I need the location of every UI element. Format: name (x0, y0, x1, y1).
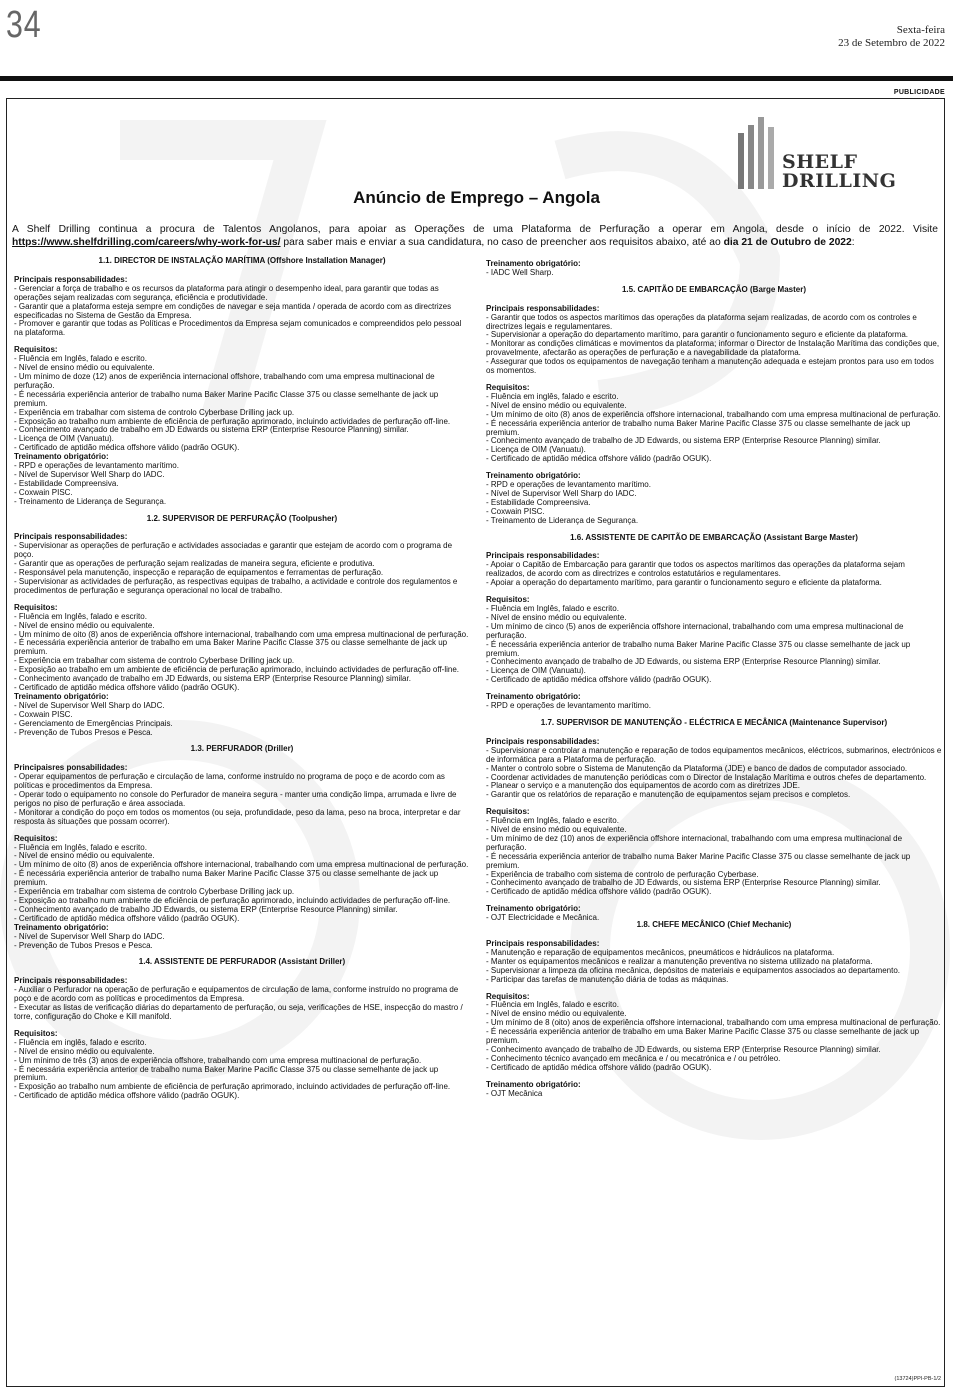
bullet-line: - IADC Well Sharp. (486, 267, 554, 277)
bullet-line: - Nível de Supervisor Well Sharp do IADC. (14, 700, 165, 710)
bullet-line: - Nível de ensino médio ou equivalente. (14, 1046, 155, 1056)
bullet-line: - Treinamento de Liderança de Segurança. (486, 515, 639, 525)
bullet-line: - Licença de OIM (Vanuatu). (486, 445, 586, 455)
bullet-line: - Certificado de aptidão médica offshore válido (padrão OGUK). (486, 675, 712, 685)
intro-text-2: para saber mais e enviar a sua candidatura, no caso de preencher aos requisitos abaixo, até ao (280, 236, 724, 248)
bullet-line: - RPD e operações de levantamento marítimo. (486, 701, 651, 711)
bullet-line: - É necessária experiência anterior de trabalho numa Baker Marine Pacific Classe 375 ou classe semelhante de jack up premium. (14, 1064, 439, 1083)
block-heading: Principaisres ponsabilidades: (14, 763, 128, 773)
spacer (14, 1022, 470, 1030)
bullet-line: - Coordenar actividades de manutenção periódicas com o Director de Instalação Marítima e outros chefes de departamento. (486, 772, 927, 782)
bullet-line: - Manter os equipamentos mecânicos e realizar a manutenção preventiva no sistema utilizado na plataforma. (486, 956, 873, 966)
bullet-line: - Responsável pela manutenção, inspecção e reparação de equipamentos e ferramentas de perfuração. (14, 568, 384, 578)
spacer (486, 588, 942, 596)
bullet-line: - Um mínimo de doze (12) anos de experiência internacional offshore, trabalhando com uma empresa multinacional de perfuração. (14, 371, 435, 390)
section-title: 1.1. DIRECTOR DE INSTALAÇÃO MARÍTIMA (Offshore Installation Manager) (98, 256, 386, 265)
spacer (486, 800, 942, 808)
bullet-line: - Executar as listas de verificação diárias do departamento de perfuração, ou seja, verificações de HSE, inspecção do mastro / torre, configuração do Choke e Kill manifold. (14, 1003, 463, 1021)
bullet-line: - Conhecimento avançado de trabalho de JD Edwards, ou sistema ERP (Enterprise Resource Planning) similar. (486, 878, 881, 888)
section-title: 1.7. SUPERVISOR DE MANUTENÇÃO - ELÉCTRICA E MECÂNICA (Maintenance Supervisor) (540, 717, 888, 727)
block-heading: Treinamento obrigatório: (486, 1079, 581, 1089)
section-title: 1.5. CAPITÃO DE EMBARCAÇÃO (Barge Master) (621, 284, 807, 294)
block-heading: Requisitos: (486, 991, 530, 1001)
block-heading: Treinamento obrigatório: (486, 904, 581, 914)
bullet-line: - Exposição ao trabalho em um ambiente de eficiência de perfuração aprimorado, incluindo actividades de perfuração off-line. (14, 665, 459, 675)
bullet-line: - Conhecimento avançado de trabalho de JD Edwards, ou sistema ERP (Enterprise Resource Planning) similar. (486, 436, 881, 446)
bullet-line: - RPD e operações de levantamento marítimo. (486, 480, 651, 490)
bullet-line: - Fluência em Inglês, falado e escrito. (14, 842, 147, 852)
bullet-line: - Nível de Supervisor Well Sharp do IADC. (486, 488, 637, 498)
spacer (14, 338, 470, 346)
bullet-line: - Gerenciamento de Emergências Principais. (14, 718, 173, 728)
spacer (14, 596, 470, 604)
bullet-line: - Operar todo o equipamento no console do Perfurador de maneira segura - manter uma condição limpa, arrumada e livre de perigos no piso de perfuração e área associada. (14, 790, 457, 808)
bullet-line: - Fluência em Inglês, falado e escrito. (14, 611, 147, 621)
logo-line-drilling: DRILLING (782, 170, 897, 192)
block-heading: Treinamento obrigatório: (14, 691, 109, 701)
block-heading: Requisitos: (486, 807, 530, 817)
bullet-line: - É necessária experiência anterior de trabalho numa Baker Marine Pacific Classe 375 ou classe semelhante de jack up premium. (486, 639, 911, 658)
publication-date: 23 de Setembro de 2022 (838, 37, 945, 49)
bullet-line: - Licença de OIM (Vanuatu). (486, 666, 586, 676)
bullet-line: - Um mínimo de 8 (oito) anos de experiência offshore internacional, trabalhando com uma empresa multinacional de perfuração. (486, 1018, 941, 1028)
bullet-line: - Certificado de aptidão médica offshore válido (padrão OGUK). (486, 454, 712, 464)
masthead-rule (0, 76, 953, 81)
bullet-line: - Certificado de aptidão médica offshore válido (padrão OGUK). (486, 1062, 712, 1072)
bullet-line: - Fluência em Inglês, falado e escrito. (14, 354, 147, 364)
bullet-line: - Um mínimo de três (3) anos de experiência offshore, trabalhando com uma empresa multinacional de perfuração. (14, 1055, 422, 1065)
bullet-line: - Coxwain PISC. (14, 487, 73, 497)
bullet-line: - Um mínimo de oito (8) anos de experiência offshore internacional, trabalhando com uma empresa multinacional de perfuração. (486, 409, 941, 419)
section-title: 1.4. ASSISTENTE DE PERFURADOR (Assistant Driller) (138, 957, 346, 967)
spacer (14, 827, 470, 835)
shelf-drilling-logo (738, 117, 908, 197)
bullet-line: - Supervisionar e controlar a manutenção e reparação de todos equipamentos mecânicos, eléctricos, submarinos, electrónicos e de informática para a Plataforma de perfuração. (486, 745, 942, 764)
bullet-line: - É necessária experiência anterior de trabalho numa Baker Marine Pacific Classe 375 ou classe semelhante de jack up premium. (14, 869, 439, 888)
block-heading: Principais responsabilidades: (486, 939, 600, 948)
bullet-line: - Supervisionar a limpeza da oficina mecânica, depósitos de materiais e equipamentos associados ao departamento. (486, 965, 901, 975)
bullet-line: - Certificado de aptidão médica offshore válido (padrão OGUK). (14, 913, 240, 923)
page-number: 34 (6, 4, 42, 46)
bullet-line: - Promover e garantir que todas as Políticas e Procedimentos da Empresa sejam comunicados e compreendidos pelo pessoal na plataforma. (14, 319, 462, 338)
bullet-line: - Nível de ensino médio ou equivalente. (14, 620, 155, 630)
bullet-line: - É necessária experiência anterior de trabalho em uma Baker Marine Pacific Classe 375 ou classe semelhante de jack up premium. (14, 638, 448, 657)
block-heading: Principais responsabilidades: (486, 551, 600, 561)
bullet-line: - Estabilidade Compreensiva. (486, 497, 591, 507)
publicidade-label: PUBLICIDADE (893, 89, 945, 96)
block-heading: Treinamento obrigatório: (486, 692, 581, 702)
bullet-line: - Nível de ensino médio ou equivalente. (486, 400, 627, 410)
right-column (486, 260, 942, 1099)
ad-title: Anúncio de Emprego – Angola (353, 188, 600, 207)
bullet-line: - Certificado de aptidão médica offshore válido (padrão OGUK). (14, 682, 240, 692)
bullet-line: - Nível de ensino médio ou equivalente. (486, 825, 627, 835)
block-heading: Treinamento obrigatório: (14, 452, 109, 462)
bullet-line: - Planear o serviço e a manutenção dos equipamentos de acordo com as diretrizes JDE. (486, 781, 800, 791)
section-title: 1.8. CHEFE MECÂNICO (Chief Mechanic) (636, 920, 792, 930)
intro-paragraph (12, 224, 938, 249)
bullet-line: - Conhecimento avançado de trabalho em JD Edwards, ou sistema ERP (Enterprise Resource Planning) similar. (14, 674, 411, 684)
bullet-line: - Nível de ensino médio ou equivalente. (486, 612, 627, 622)
masthead (0, 0, 953, 80)
block-heading: Requisitos: (14, 602, 58, 612)
bullet-line: - Supervisionar a operação do departamento marítimo, para garantir o funcionamento seguro e eficiente da plataforma. (486, 330, 909, 340)
bullet-line: - É necessária experiência anterior de trabalho numa Baker Marine Pacific Classe 375 ou classe semelhante de jack up premium. (486, 851, 911, 870)
bullet-line: - Garantir que as operações de perfuração sejam realizadas de maneira segura, eficiente e produtiva. (14, 559, 375, 569)
bullet-line: - Coxwain PISC. (14, 709, 73, 719)
bullet-line: - Apoiar o Capitão de Embarcação para garantir que todos os aspectos marítimos das operações da plataforma sejam realizados, de acordo com as directrizes e controlos estatutários e regulamentares. (486, 560, 905, 579)
block-heading: Treinamento obrigatório: (486, 259, 581, 268)
logo-line-shelf: SHELF (782, 151, 858, 173)
bullet-line: - Um mínimo de oito (8) anos de experiência offshore internacional, trabalhando com uma empresa multinacional de perfuração. (14, 629, 469, 639)
bullet-line: - Fluência em Inglês, falado e escrito. (486, 1000, 619, 1010)
bullet-line: - Nível de Supervisor Well Sharp do IADC. (14, 931, 165, 941)
bullet-line: - OJT Mecânica (486, 1088, 543, 1098)
weekday: Sexta-feira (896, 24, 945, 36)
bullet-line: - Experiência de trabalho com sistema de controlo de perfuração Cyberbase. (486, 869, 759, 879)
bullet-line: - Manutenção e reparação de equipamentos mecânicos, pneumáticos e hidráulicos na plataforma. (486, 947, 835, 957)
careers-link[interactable]: https://www.shelfdrilling.com/careers/why-work-for-us/ (12, 236, 281, 248)
bullet-line: - Treinamento de Liderança de Segurança. (14, 496, 167, 506)
block-heading: Principais responsabilidades: (14, 274, 128, 284)
bullet-line: - Gerenciar a força de trabalho e os recursos da plataforma para atingir o desempenho ideal, para garantir que todas as operações sejam realizadas com segurança, eficiência e produtividade. (14, 283, 439, 302)
bullet-line: - Um mínimo de oito (8) anos de experiência offshore internacional, trabalhando com uma empresa multinacional de perfuração. (14, 860, 469, 870)
bullet-line: - Conhecimento técnico avançado em mecânica e / ou mecatrónica e / ou petróleo. (486, 1053, 781, 1063)
intro-text-3: : (851, 236, 855, 248)
bullet-line: - Certificado de aptidão médica offshore válido (padrão OGUK). (486, 887, 712, 897)
block-heading: Requisitos: (486, 382, 530, 392)
block-heading: Requisitos: (14, 345, 58, 355)
bullet-line: - Prevenção de Tubos Presos e Pesca. (14, 940, 153, 950)
logo-text (782, 153, 896, 191)
bullet-line: - Conhecimento avançado de trabalho de JD Edwards, ou sistema ERP (Enterprise Resource Planning) similar. (486, 657, 881, 667)
bullet-line: - Experiência em trabalhar com sistema de controlo Cyberbase Drilling jack up. (14, 407, 295, 417)
section-title: 1.3. PERFURADOR (Driller) (190, 744, 294, 754)
bullet-line: - Um mínimo de cinco (5) anos de experiência offshore internacional, trabalhando com uma empresa multinacional de perfuração. (486, 621, 904, 640)
bullet-line: - Certificado de aptidão médica offshore válido (padrão OGUK). (14, 443, 240, 453)
bullet-line: - Auxiliar o Perfurador na operação de perfuração e equipamentos de circulação de lama, conforme instruído no programa de poço e de acordo com as políticas e procedimentos da Empresa. (14, 985, 459, 1004)
bullet-line: - Certificado de aptidão médica offshore válido (padrão OGUK). (14, 1091, 240, 1101)
bullet-line: - É necessária experiência anterior de trabalho em uma Baker Marine Pacific Classe 375 ou classe semelhante de jack up premium. (486, 1027, 920, 1046)
bullet-line: - OJT Electricidade e Mecânica. (486, 913, 600, 923)
block-heading: Principais responsabilidades: (14, 976, 128, 986)
bullet-line: - Nível de ensino médio ou equivalente. (14, 363, 155, 373)
bullet-line: - Conhecimento avançado de trabalho de JD Edwards, ou sistema ERP (Enterprise Resource Planning) similar. (486, 1044, 881, 1054)
bullet-line: - Um mínimo de dez (10) anos de experiência offshore internacional, trabalhando com uma empresa multinacional de perfuração. (486, 833, 903, 852)
bullet-line: - É necessária experiência anterior de trabalho numa Baker Marine Pacific Classe 375 ou classe semelhante de jack up premium. (486, 418, 911, 437)
bullet-line: - Garantir que a plataforma esteja sempre em condições de navegar e seja mantida / operada de acordo com as directrizes especificadas no Sistema de Gestão da Empresa. (14, 301, 452, 320)
bullet-line: - Assegurar que todos os equipamentos de navegação tenham a manutenção adequada e estejam prontos para uso em todos os momentos. (486, 357, 934, 376)
bullet-line: - Experiência em trabalhar com sistema de controlo Cyberbase Drilling jack up. (14, 887, 295, 897)
bullet-line: - Exposição ao trabalho num ambiente de eficiência de perfuração aprimorado, incluindo actividades de perfuração off-line. (14, 416, 451, 426)
bullet-line: - Garantir que os relatórios de reparação e manutenção de equipamentos sejam precisos e completos. (486, 790, 851, 800)
bullet-line: - Participar das tarefas de manutenção diária de todas as máquinas. (486, 974, 729, 984)
bullet-line: - Fluência em Inglês, falado e escrito. (486, 604, 619, 613)
block-heading: Treinamento obrigatório: (486, 471, 581, 481)
bullet-line: - RPD e operações de levantamento marítimo. (14, 461, 179, 471)
bullet-line: - Conhecimento avançado de trabalho em JD Edwards ou sistema ERP (Enterprise Resource Planning) similar. (14, 425, 409, 435)
date-block (838, 24, 945, 50)
bullet-line: - Conhecimento avançado de trabalho JD Edwards, ou sistema ERP (Enterprise Resource Planning) similar. (14, 904, 398, 914)
bullet-line: - Fluência em Inglês, falado e escrito. (486, 816, 619, 826)
block-heading: Principais responsabilidades: (486, 303, 600, 313)
section-title: 1.6. ASSISTENTE DE CAPITÃO DE EMBARCAÇÃO (Assistant Barge Master) (570, 532, 858, 542)
block-heading: Principais responsabilidades: (14, 532, 128, 542)
reference-code: (13724)PPI-PB-1/2 (894, 1376, 941, 1382)
bullet-line: - Exposição ao trabalho num ambiente de eficiência de perfuração aprimorado, incluindo actividades de perfuração off-line. (14, 896, 451, 905)
bullet-line: - Operar equipamentos de perfuração e circulação de lama, conforme instruído no programa de poço e de acordo com as políticas e procedimentos da Empresa. (14, 772, 445, 791)
spacer (486, 376, 942, 384)
left-column (14, 257, 470, 1101)
spacer (486, 985, 942, 993)
block-heading: Requisitos: (14, 1028, 58, 1038)
bullet-line: - É necessária experiência anterior de trabalho numa Baker Marine Pacific Classe 375 ou classe semelhante de jack up premium. (14, 389, 439, 408)
bullet-line: - Apoiar a operação do departamento marítimo, para garantir o funcionamento seguro e eficiente da plataforma. (486, 578, 882, 588)
logo-bars-icon (738, 117, 778, 197)
block-heading: Requisitos: (486, 595, 530, 605)
bullet-line: - Nível de ensino médio ou equivalente. (486, 1009, 627, 1019)
bullet-line: - Manter o controlo sobre o Sistema de Manutenção da Plataforma (JDE) e banco de dados de computador associado. (486, 763, 908, 773)
deadline: dia 21 de Outubro de 2022 (723, 236, 852, 248)
bullet-line: - Nível de Supervisor Well Sharp do IADC. (14, 469, 165, 479)
block-heading: Requisitos: (14, 833, 58, 843)
block-heading: Principais responsabilidades: (486, 736, 600, 746)
bullet-line: - Experiência em trabalhar com sistema de controlo Cyberbase Drilling jack up. (14, 656, 295, 666)
intro-text-1: A Shelf Drilling continua a procura de Talentos Angolanos, para apoiar as Operações de uma Plataforma de Perfuração a operar em Angola, desde o início de 2022. Visite (12, 224, 938, 235)
bullet-line: - Licença de OIM (Vanuatu). (14, 434, 114, 444)
bullet-line: - Estabilidade Compreensiva. (14, 478, 119, 488)
bullet-line: - Supervisionar as operações de perfuração e actividades associadas e garantir que estejam de acordo com o programa de poço. (14, 541, 453, 560)
bullet-line: - Coxwain PISC. (486, 506, 545, 516)
section-title: 1.2. SUPERVISOR DE PERFURAÇÃO (Toolpusher) (146, 513, 338, 523)
bullet-line: - Garantir que todos os aspectos marítimos das operações da plataforma sejam realizadas, de acordo com os controles e directrizes legais e regulamentares. (486, 312, 917, 331)
bullet-line: - Exposição ao trabalho num ambiente de eficiência de perfuração aprimorado, incluindo actividades de perfuração off-line. (14, 1082, 451, 1092)
bullet-line: - Fluência em inglês, falado e escrito. (14, 1037, 147, 1047)
bullet-line: - Nível de ensino médio ou equivalente. (14, 851, 155, 861)
bullet-line: - Supervisionar as actividades de perfuração, as respectivas equipas de trabalho, a actividade e controle dos regulamentos e procedimentos de perfuração e segurança operacional no local de trabalho. (14, 577, 458, 595)
block-heading: Treinamento obrigatório: (14, 922, 109, 932)
bullet-line: - Monitorar as condições climáticas e movimentos da plataforma; informar o Director de Instalação Marítima das condições que, provavelmente, afectarão as operações de perfuração e a navegabilidade da plataforma. (486, 339, 940, 358)
bullet-line: - Fluência em inglês, falado e escrito. (486, 391, 619, 401)
bullet-line: - Monitorar a condição do poço em todos os momentos (ou seja, profundidade, peso da lama, peso na broca, interpretar e dar resposta às situações que possam ocorrer). (14, 807, 461, 826)
bullet-line: - Prevenção de Tubos Presos e Pesca. (14, 727, 153, 737)
